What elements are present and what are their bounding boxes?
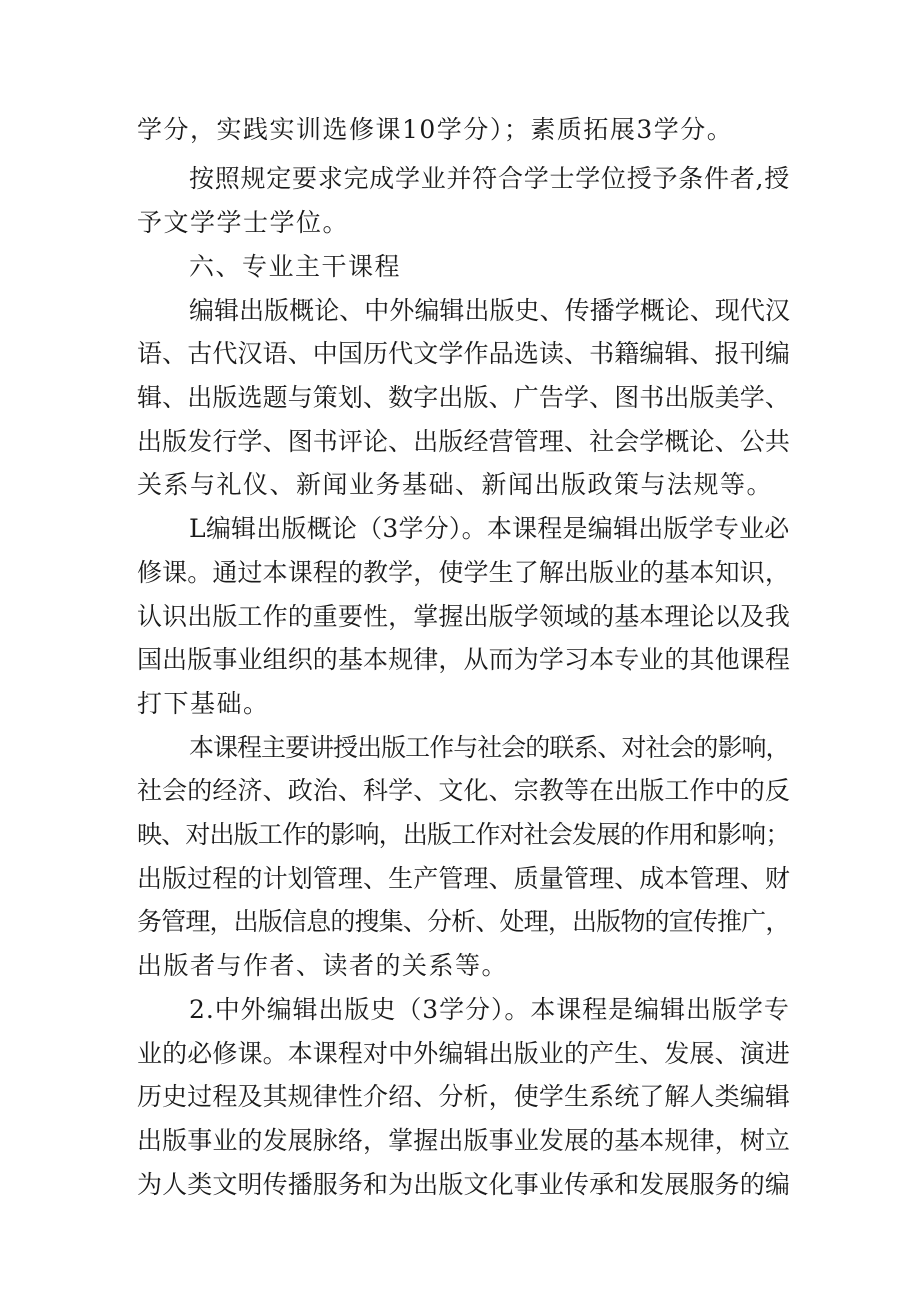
text-line: 历史过程及其规律性介绍、分析，使学生系统了解人类编辑 — [137, 1082, 791, 1111]
text-line: 国出版事业组织的基本规律，从而为学习本专业的其他课程 — [137, 645, 791, 674]
text-line: 语、古代汉语、中国历代文学作品选读、书籍编辑、报刊编 — [137, 339, 791, 368]
text-line: 编辑出版概论、中外编辑出版史、传播学概论、现代汉 — [189, 296, 791, 325]
text-line: 社会的经济、政治、科学、文化、宗教等在出版工作中的反 — [137, 776, 791, 805]
text-line: 修课。通过本课程的教学，使学生了解出版业的基本知识， — [137, 558, 791, 587]
text-line: 映、对出版工作的影响，出版工作对社会发展的作用和影响； — [137, 820, 790, 849]
text-line: 予文学学士学位。 — [137, 208, 350, 237]
text-line: 学分，实践实训选修课10学分）；素质拓展3学分。 — [137, 115, 734, 144]
text-line: 为人类文明传播服务和为出版文化事业传承和发展服务的编 — [137, 1170, 791, 1199]
text-line: 出版事业的发展脉络，掌握出版事业发展的基本规律，树立 — [137, 1126, 791, 1155]
text-line: L编辑出版概论（3学分）。本课程是编辑出版学专业必 — [189, 514, 790, 543]
text-line: 务管理，出版信息的搜集、分析、处理，出版物的宣传推广， — [137, 907, 790, 936]
text-line: 按照规定要求完成学业并符合学士学位授予条件者,授 — [189, 164, 790, 193]
text-line: 关系与礼仪、新闻业务基础、新闻出版政策与法规等。 — [137, 470, 774, 499]
text-line: 业的必修课。本课程对中外编辑出版业的产生、发展、演进 — [137, 1039, 791, 1068]
text-line: 本课程主要讲授出版工作与社会的联系、对社会的影响， — [189, 733, 790, 762]
section-heading: 六、专业主干课程 — [189, 252, 402, 281]
text-line: 辑、出版选题与策划、数字出版、广告学、图书出版美学、 — [137, 383, 791, 412]
text-line: 出版过程的计划管理、生产管理、质量管理、成本管理、财 — [137, 864, 791, 893]
text-line: 认识出版工作的重要性，掌握出版学领域的基本理论以及我 — [137, 602, 791, 631]
text-line: 出版发行学、图书评论、出版经营管理、社会学概论、公共 — [137, 427, 791, 456]
text-line: 打下基础。 — [137, 689, 270, 718]
text-line: 2.中外编辑出版史（3学分）。本课程是编辑出版学专 — [189, 995, 790, 1024]
text-line: 出版者与作者、读者的关系等。 — [137, 951, 509, 980]
